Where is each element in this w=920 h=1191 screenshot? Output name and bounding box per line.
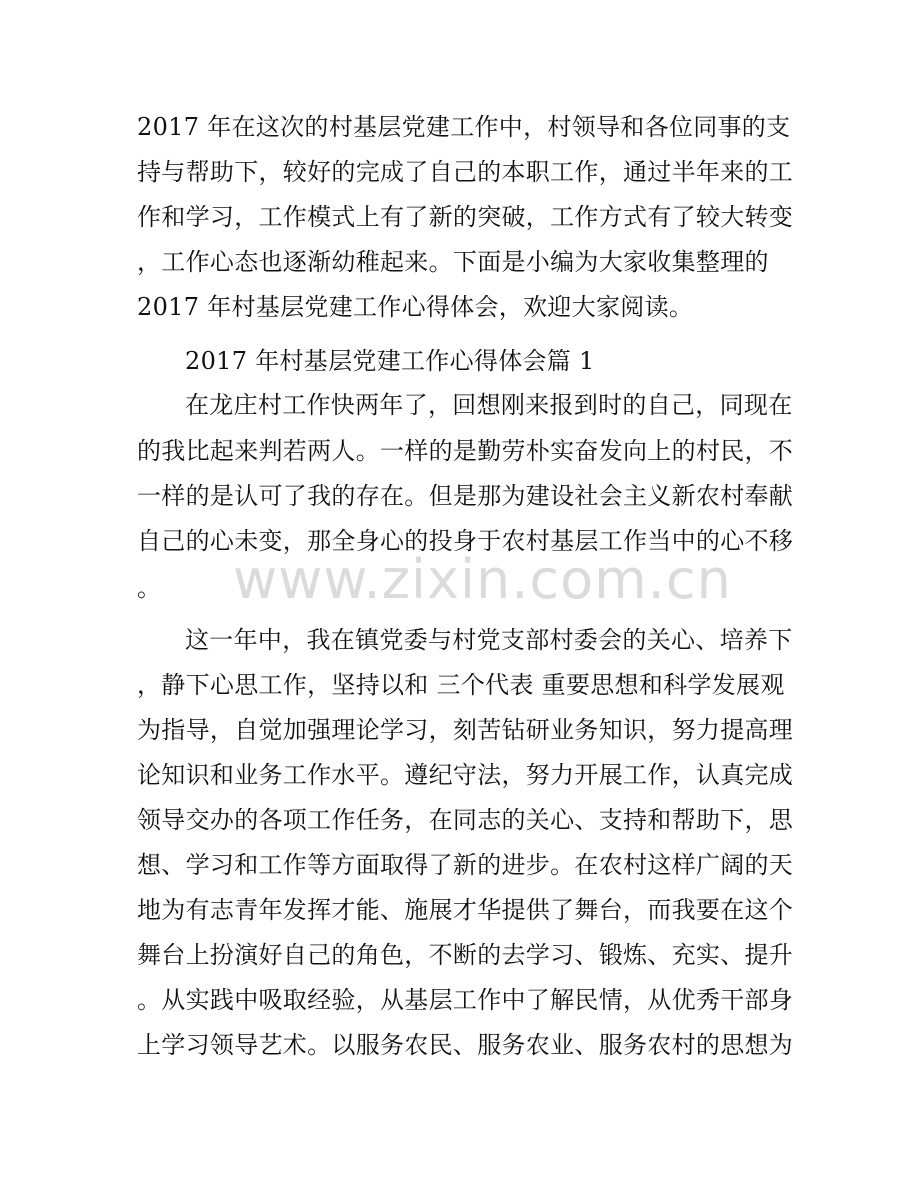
paragraph2-line: 舞台上扮演好自己的角色，不断的去学习、锻炼、充实、提升: [137, 941, 794, 969]
section-title: 2017 年村基层党建工作心得体会篇 1: [185, 347, 595, 375]
paragraph1-line: 。: [137, 574, 162, 602]
intro-line: 持与帮助下，较好的完成了自己的本职工作，通过半年来的工: [137, 158, 794, 186]
intro-line: 作和学习，工作模式上有了新的突破，工作方式有了较大转变: [137, 203, 794, 231]
paragraph1-line: 自己的心未变，那全身心的投身于农村基层工作当中的心不移: [137, 527, 794, 555]
paragraph2-line: 想、学习和工作等方面取得了新的进步。在农村这样广阔的天: [137, 851, 794, 879]
watermark: www.zixin.com.cn: [233, 548, 732, 611]
intro-line: 2017 年村基层党建工作心得体会，欢迎大家阅读。: [137, 293, 694, 321]
paragraph2-line: 论知识和业务工作水平。遵纪守法，努力开展工作，认真完成: [137, 761, 794, 789]
paragraph2-line: 上学习领导艺术。以服务农民、服务农业、服务农村的思想为: [137, 1031, 794, 1059]
paragraph2-line: 。从实践中吸取经验，从基层工作中了解民情，从优秀干部身: [137, 986, 794, 1014]
paragraph2-line: 地为有志青年发挥才能、施展才华提供了舞台，而我要在这个: [137, 896, 794, 924]
paragraph1-line: 一样的是认可了我的存在。但是那为建设社会主义新农村奉献: [137, 482, 794, 510]
paragraph2-line: 为指导，自觉加强理论学习，刻苦钻研业务知识，努力提高理: [137, 716, 794, 744]
intro-line: ，工作心态也逐渐幼稚起来。下面是小编为大家收集整理的: [137, 248, 769, 276]
paragraph1-line: 在龙庄村工作快两年了，回想刚来报到时的自己，同现在: [185, 391, 793, 419]
paragraph2-line: 这一年中，我在镇党委与村党支部村委会的关心、培养下: [185, 626, 793, 654]
paragraph2-line: ，静下心思工作，坚持以和 三个代表 重要思想和科学发展观: [137, 671, 785, 699]
paragraph2-line: 领导交办的各项工作任务，在同志的关心、支持和帮助下，思: [137, 806, 794, 834]
paragraph1-line: 的我比起来判若两人。一样的是勤劳朴实奋发向上的村民，不: [137, 437, 794, 465]
intro-line: 2017 年在这次的村基层党建工作中，村领导和各位同事的支: [137, 113, 791, 141]
